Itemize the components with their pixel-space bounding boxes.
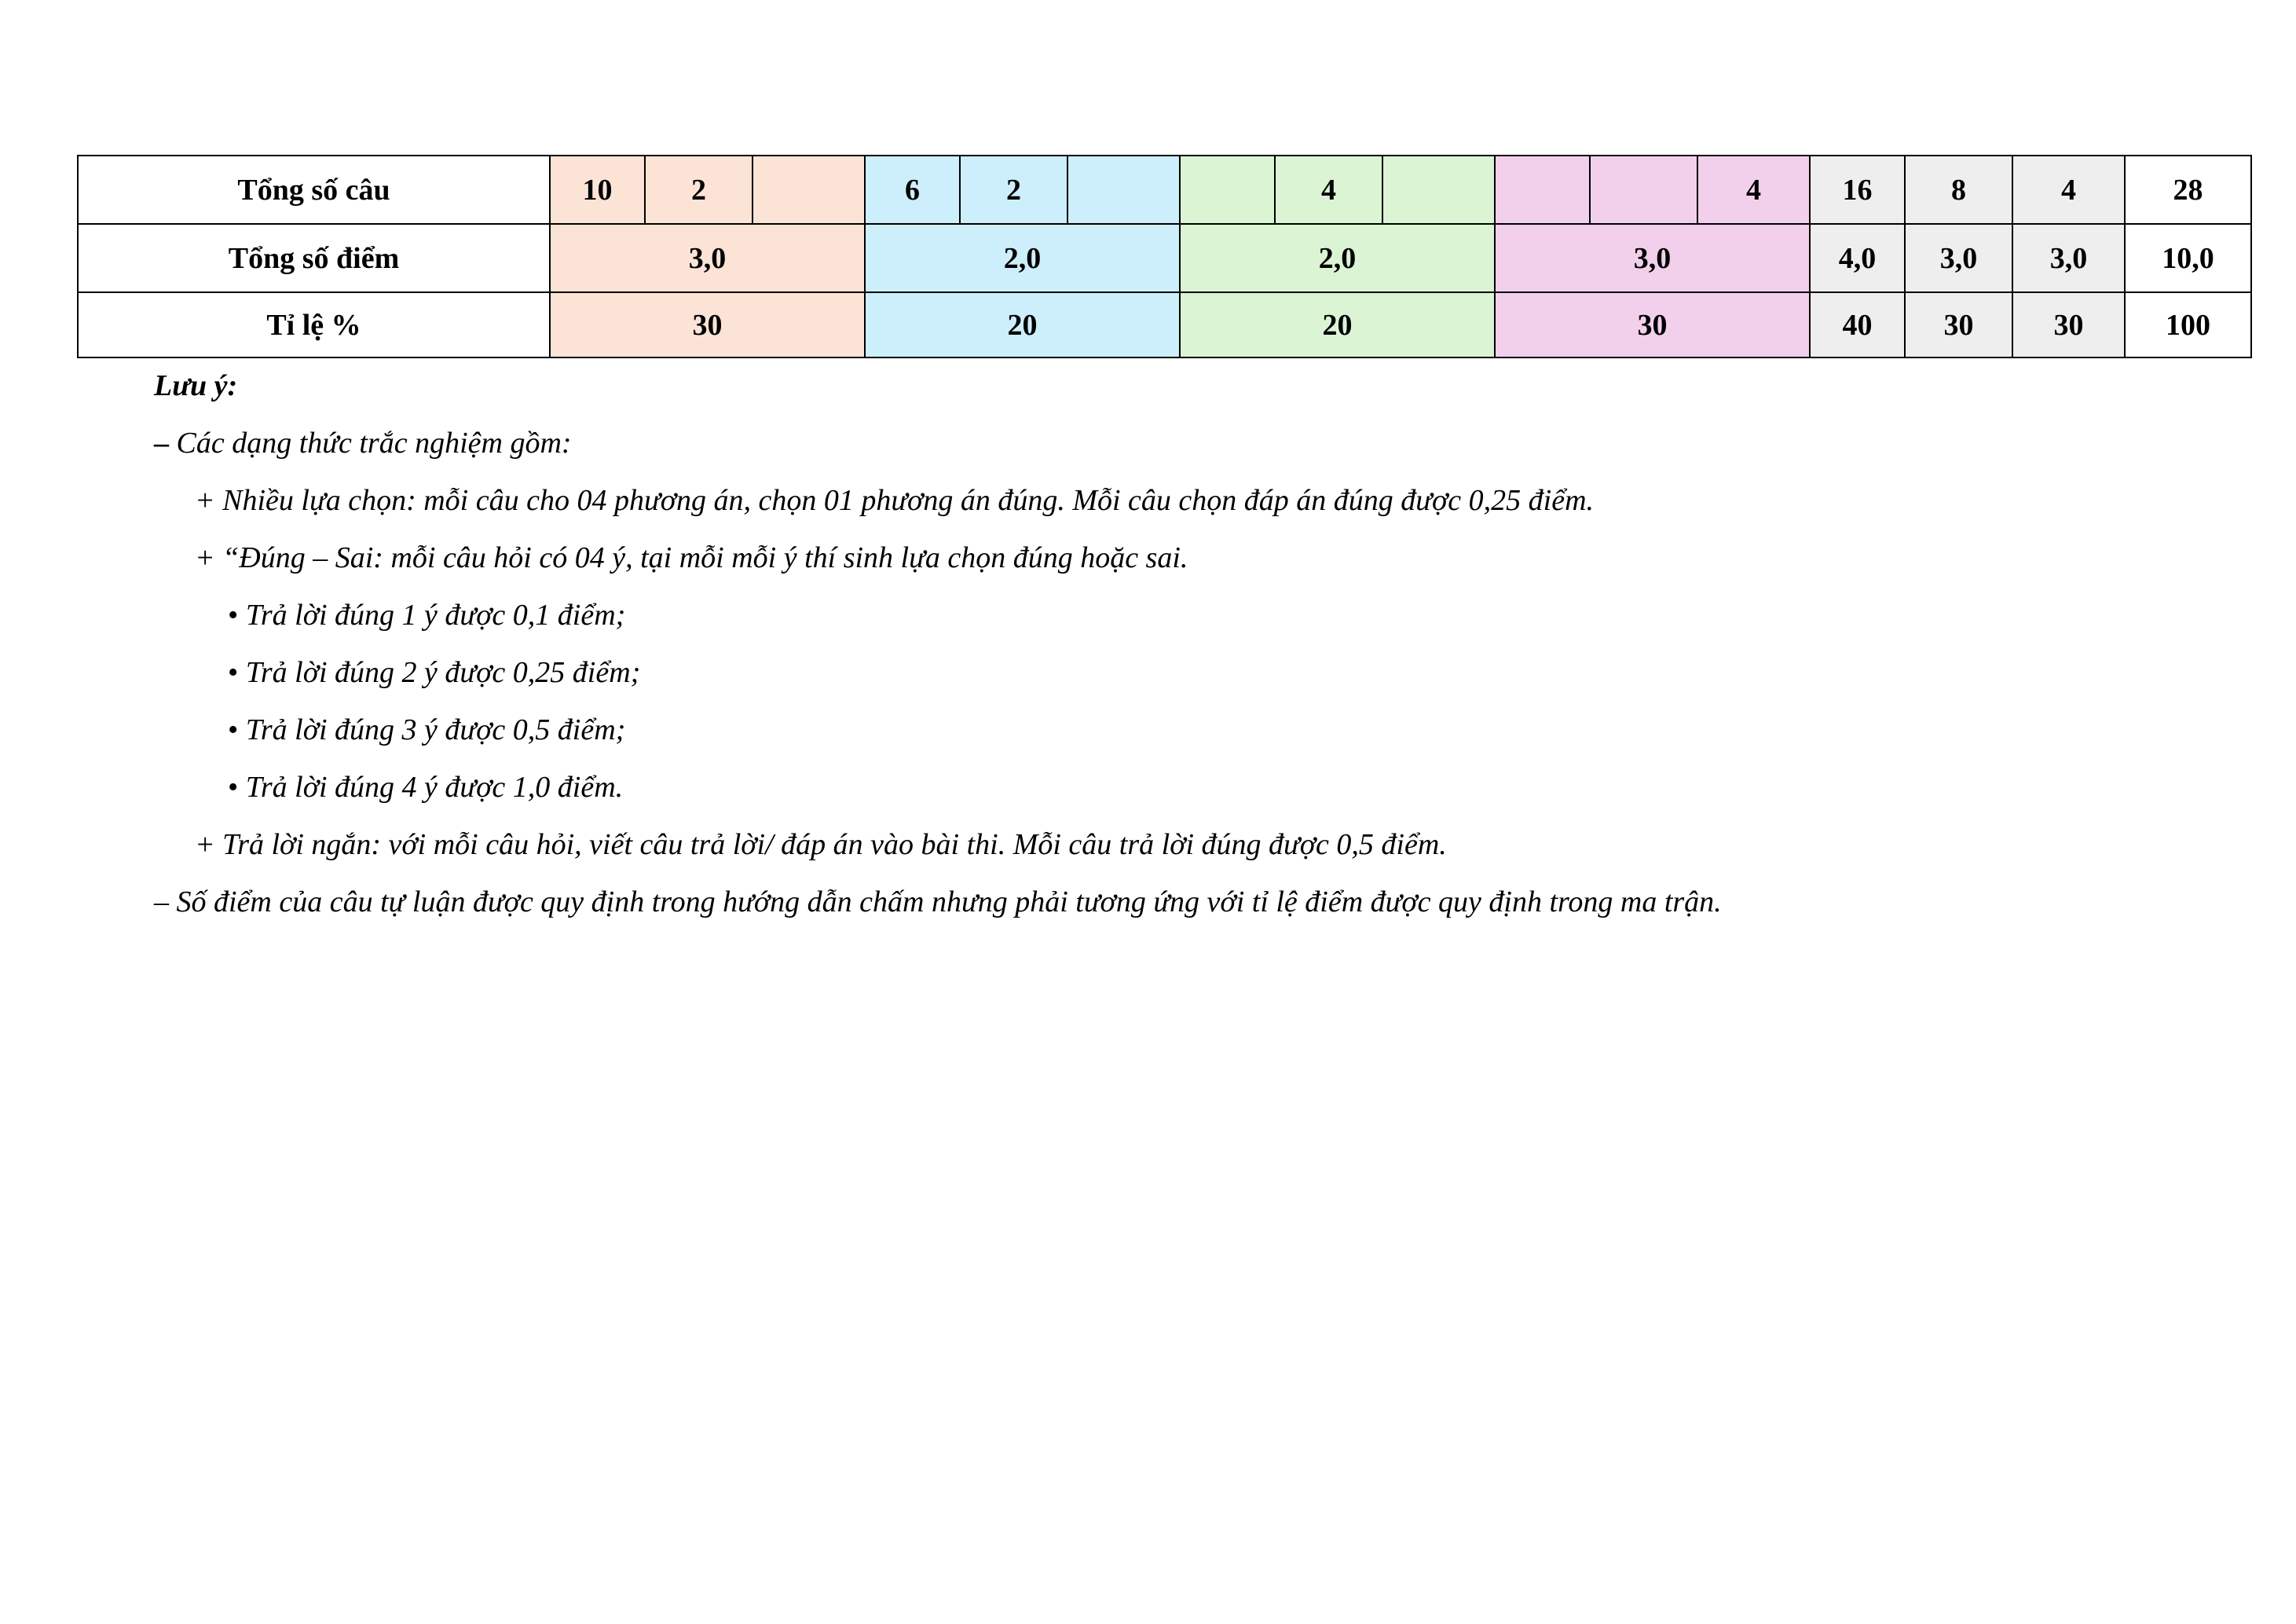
table-cell: 8: [1905, 156, 2012, 224]
table-cell: 16: [1810, 156, 1905, 224]
table-cell: 100: [2125, 292, 2251, 357]
table-cell: [1495, 156, 1590, 224]
table-cell: 30: [1495, 292, 1810, 357]
notes-section: [154, 357, 2236, 931]
table-cell: 28: [2125, 156, 2251, 224]
list-item: [154, 759, 2236, 816]
notes-title: Lưu ý:: [154, 369, 238, 402]
table-cell: 10,0: [2125, 224, 2251, 292]
table-cell: 20: [865, 292, 1180, 357]
bullet-marker: •: [228, 656, 239, 689]
row-label-percentage: Tỉ lệ %: [78, 292, 550, 357]
table-cell: 4: [1275, 156, 1382, 224]
table-cell: 4: [2012, 156, 2125, 224]
table-cell: 2: [645, 156, 753, 224]
table-cell: [753, 156, 865, 224]
list-item: [154, 702, 2236, 759]
notes-tf-point: Trả lời đúng 4 ý được 1,0 điểm.: [245, 771, 624, 804]
notes-tf-point: Trả lời đúng 2 ý được 0,25 điểm;: [245, 656, 641, 689]
table-cell: 3,0: [2012, 224, 2125, 292]
table-cell: 4,0: [1810, 224, 1905, 292]
notes-multiple-choice-line: [154, 472, 2236, 530]
notes-multiple-choice: Nhiều lựa chọn: mỗi câu cho 04 phương án, chọn 01 phương án đúng. Mỗi câu chọn đáp án đúng được 0,25 điểm.: [222, 484, 1595, 517]
table-cell: 2,0: [1180, 224, 1495, 292]
table-cell: 20: [1180, 292, 1495, 357]
table-cell: 30: [2012, 292, 2125, 357]
table-cell: 6: [865, 156, 960, 224]
table-cell: 3,0: [550, 224, 865, 292]
dash-marker: –: [154, 427, 169, 460]
list-item: [154, 644, 2236, 702]
notes-intro-line: [154, 415, 2236, 472]
notes-essay-line: [154, 874, 2236, 931]
notes-tf-point: Trả lời đúng 1 ý được 0,1 điểm;: [245, 599, 626, 632]
table-cell: [1382, 156, 1495, 224]
notes-true-false: “Đúng – Sai: mỗi câu hỏi có 04 ý, tại mỗi mỗi ý thí sinh lựa chọn đúng hoặc sai.: [222, 541, 1188, 574]
summary-table: [77, 155, 2252, 358]
table-cell: 3,0: [1495, 224, 1810, 292]
table-cell: [1180, 156, 1275, 224]
plus-marker: +: [195, 828, 215, 861]
notes-short-answer-line: [154, 816, 2236, 874]
table-cell: 2: [960, 156, 1067, 224]
notes-tf-point: Trả lời đúng 3 ý được 0,5 điểm;: [245, 713, 626, 746]
table-cell: 30: [1905, 292, 2012, 357]
table-cell: [1590, 156, 1697, 224]
table-cell: 10: [550, 156, 645, 224]
notes-essay: Số điểm của câu tự luận được quy định trong hướng dẫn chấm nhưng phải tương ứng với tỉ lệ điểm được quy định trong ma trận.: [176, 885, 1722, 918]
table-row-percentage: [78, 292, 2251, 357]
list-item: [154, 587, 2236, 644]
bullet-marker: •: [228, 713, 239, 746]
notes-short-answer: Trả lời ngắn: với mỗi câu hỏi, viết câu trả lời/ đáp án vào bài thi. Mỗi câu trả lời đúng được 0,5 điểm.: [222, 828, 1447, 861]
table-cell: 2,0: [865, 224, 1180, 292]
table-cell: [1067, 156, 1180, 224]
table-row-total-points: [78, 224, 2251, 292]
dash-marker: –: [154, 885, 169, 918]
plus-marker: +: [195, 484, 215, 517]
table-cell: 40: [1810, 292, 1905, 357]
bullet-marker: •: [228, 771, 239, 804]
plus-marker: +: [195, 541, 215, 574]
table-row-total-questions: [78, 156, 2251, 224]
bullet-marker: •: [228, 599, 239, 632]
table-cell: 4: [1697, 156, 1810, 224]
table-cell: 30: [550, 292, 865, 357]
table-cell: 3,0: [1905, 224, 2012, 292]
row-label-total-points: Tổng số điểm: [78, 224, 550, 292]
notes-intro: Các dạng thức trắc nghiệm gồm:: [176, 427, 572, 460]
row-label-total-questions: Tổng số câu: [78, 156, 550, 224]
notes-true-false-line: [154, 530, 2236, 587]
